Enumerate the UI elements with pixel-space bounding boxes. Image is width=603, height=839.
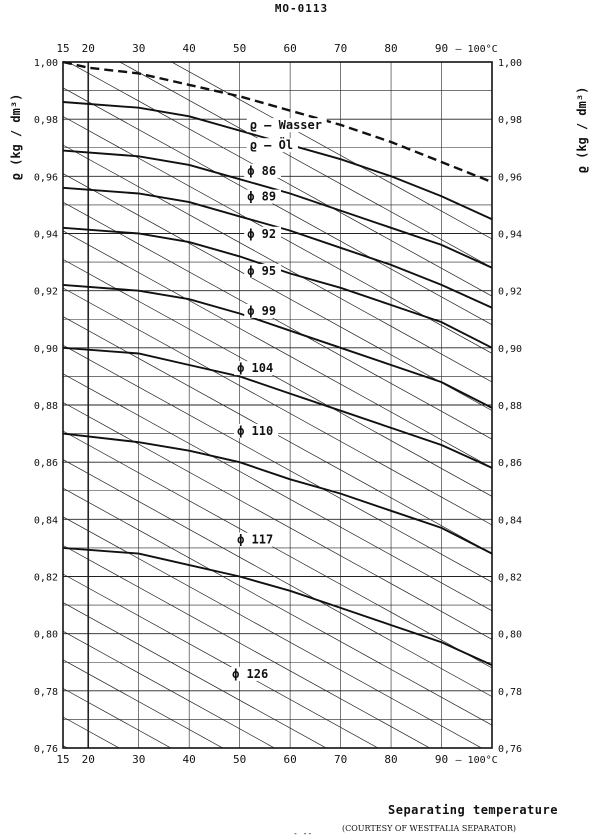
- x-tick-label-top: 15: [56, 42, 70, 55]
- y-tick-label-right: 0,90: [498, 343, 523, 355]
- x-tick-label-top: 70: [333, 42, 348, 55]
- y-tick-label-right: 0,96: [498, 172, 523, 184]
- y-tick-label-right: 0,80: [498, 629, 523, 641]
- x-tick-label-top: 30: [132, 42, 146, 55]
- x-tick-label-top: 60: [283, 42, 297, 55]
- x-tick-label-top: 50: [233, 42, 247, 55]
- y-tick-label-left: 0,80: [33, 629, 58, 641]
- curve-labels: [229, 118, 327, 681]
- y-tick-label-left: 1,00: [33, 58, 58, 69]
- x-end-label-top: – 100°C: [455, 44, 498, 55]
- x-tick-label-top: 80: [384, 42, 398, 55]
- y-tick-label-left: 0,86: [33, 458, 58, 470]
- y-tick-label-left: 0,94: [33, 229, 58, 241]
- label-oil-126: ϕ 126: [232, 666, 269, 681]
- y-tick-label-left: 0,84: [33, 515, 58, 527]
- x-tick-label-bottom: 20: [81, 753, 95, 766]
- diagonal-line: [63, 545, 492, 782]
- x-tick-label-bottom: 40: [182, 753, 196, 766]
- y-axis-label-left: ϱ (kg / dm³): [9, 93, 23, 181]
- diagonal-line: [63, 431, 492, 668]
- x-tick-label-bottom: 70: [333, 753, 348, 766]
- y-tick-label-left: 0,88: [33, 401, 58, 412]
- label-oil-104: ϕ 104: [237, 361, 274, 376]
- label-oil-99: ϕ 99: [247, 303, 277, 318]
- diagonal-line: [63, 574, 492, 811]
- y-tick-label-right: 0,92: [498, 286, 523, 298]
- x-tick-label-top: 20: [81, 42, 95, 55]
- y-tick-label-right: 0,78: [498, 686, 523, 698]
- y-tick-label-right: 1,00: [498, 58, 523, 69]
- x-tick-label-bottom: 90: [434, 753, 449, 766]
- x-tick-label-bottom: 30: [132, 753, 146, 766]
- x-end-label-bottom: – 100°C: [455, 755, 498, 766]
- diagonal-line: [63, 374, 492, 611]
- y-axis-label-right: ϱ (kg / dm³): [575, 86, 589, 174]
- y-tick-label-left: 0,90: [33, 343, 58, 355]
- x-tick-label-bottom: 15: [56, 753, 70, 766]
- y-tick-label-right: 0,86: [498, 458, 523, 470]
- label-oil: ϱ – Öl: [249, 138, 294, 153]
- y-tick-label-left: 0,96: [33, 172, 58, 184]
- y-tick-label-right: 0,76: [498, 744, 523, 755]
- y-tick-label-left: 0,92: [33, 286, 58, 298]
- y-tick-label-left: 0,78: [33, 686, 58, 698]
- oil-density-curve-95: [63, 228, 492, 348]
- diagonal-line: [63, 717, 492, 839]
- x-tick-label-top: 90: [434, 42, 449, 55]
- x-axis-title: Separating temperature: [388, 803, 558, 817]
- y-tick-label-right: 0,84: [498, 515, 523, 527]
- label-oil-86: ϕ 86: [247, 163, 277, 178]
- y-tick-label-left: 0,76: [33, 744, 58, 755]
- diagonal-line: [63, 460, 492, 697]
- label-oil-89: ϕ 89: [247, 189, 277, 204]
- label-117: ϕ 117: [237, 532, 274, 547]
- x-tick-label-bottom: 80: [384, 753, 398, 766]
- label-oil-92: ϕ 92: [247, 226, 277, 241]
- x-tick-label-bottom: 50: [233, 753, 247, 766]
- y-tick-label-right: 0,98: [498, 115, 523, 127]
- label-oil-110: ϕ 110: [237, 424, 274, 439]
- y-tick-label-right: 0,88: [498, 401, 523, 412]
- diagonal-line: [63, 345, 492, 582]
- credit-line: (COURTESY OF WESTFALIA SEPARATOR): [342, 824, 517, 833]
- x-tick-label-bottom: 60: [283, 753, 297, 766]
- y-tick-label-right: 0,82: [498, 572, 523, 584]
- y-tick-label-right: 0,94: [498, 229, 523, 241]
- y-tick-label-left: 0,82: [33, 572, 58, 584]
- document-id: MO-0113: [274, 2, 329, 15]
- footer-mark: - --: [293, 829, 313, 838]
- label-oil-95: ϕ 95: [247, 263, 277, 278]
- label-water: ϱ – Wasser: [249, 118, 322, 133]
- x-tick-label-top: 40: [182, 42, 196, 55]
- diagonal-line: [63, 288, 492, 525]
- diagonal-line: [63, 145, 492, 382]
- y-tick-label-left: 0,98: [33, 115, 58, 127]
